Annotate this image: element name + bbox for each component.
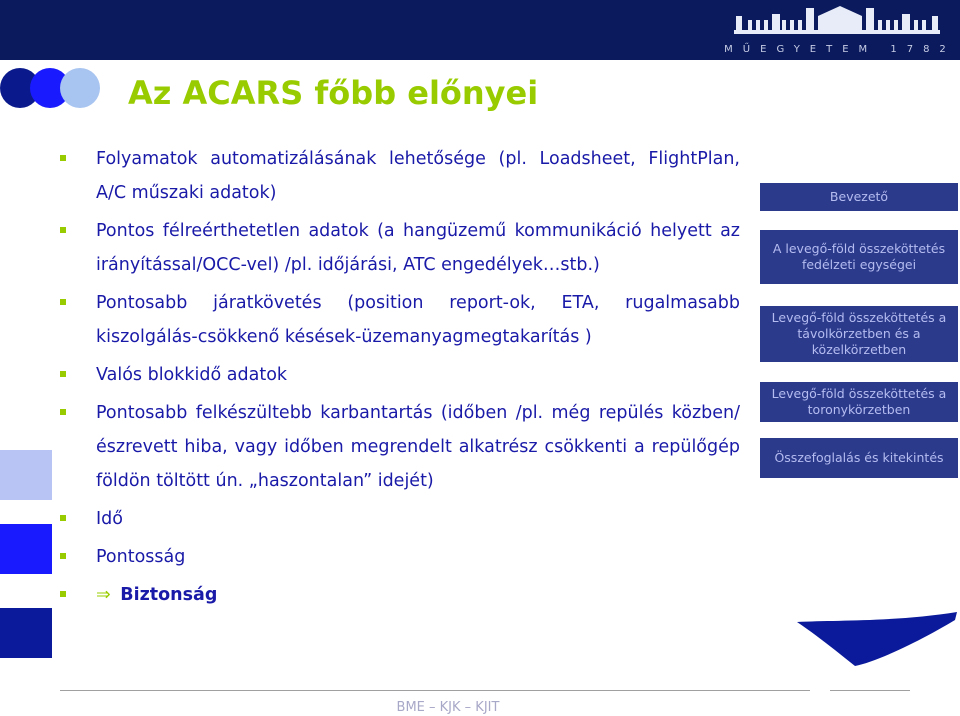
nav-item-label: Levegő-föld összeköttetés a toronykörzetben — [771, 386, 947, 417]
decor-block-light — [0, 450, 52, 500]
bullet-square-icon — [60, 227, 66, 233]
footer-text: BME – KJK – KJIT — [396, 700, 500, 715]
bullet-square-icon — [60, 155, 66, 161]
nav-item-osszefoglalas[interactable] — [760, 438, 958, 478]
footer-divider — [60, 690, 810, 691]
implies-arrow-icon: ⇒ — [96, 585, 111, 605]
bullet-text: Biztonság — [120, 585, 218, 605]
bullet-list — [60, 140, 740, 612]
slide-title: Az ACARS főbb előnyei — [128, 74, 539, 112]
nav-item-label: Levegő-föld összeköttetés a távolkörzetben és a közelkörzetben — [771, 310, 947, 357]
swoosh-decoration — [795, 610, 960, 670]
nav-item-bevezeto[interactable] — [760, 183, 958, 211]
logo-text: MŰEGYETEM 1782 — [724, 44, 956, 55]
bullet-square-icon — [60, 371, 66, 377]
bullet-text: Pontosság — [96, 547, 186, 567]
bullet-item — [60, 214, 740, 282]
bullet-item — [60, 578, 740, 612]
bullet-square-icon — [60, 591, 66, 597]
bullet-item — [60, 396, 740, 498]
bullet-square-icon — [60, 409, 66, 415]
bullet-item — [60, 540, 740, 574]
decor-block-dark — [0, 608, 52, 658]
bullet-item — [60, 142, 740, 210]
nav-item-label: Bevezető — [829, 189, 889, 204]
nav-item-label: A levegő-föld összeköttetés fedélzeti egységei — [772, 241, 946, 272]
decor-circle-light — [60, 68, 100, 108]
bullet-text: Idő — [96, 509, 123, 529]
decor-block-blue — [0, 524, 52, 574]
bullet-item — [60, 358, 740, 392]
bullet-square-icon — [60, 553, 66, 559]
bullet-text: Pontosabb felkészültebb karbantartás (időben /pl. még repülés közben/ észrevett hiba, vagy időben megrendelt alkatrész csökkenti a repülőgép földön töltött ún. „haszontalan” idejét) — [96, 403, 740, 491]
bullet-text: Pontos félreérthetetlen adatok (a hangüzemű kommunikáció helyett az irányítással/OCC-vel) /pl. időjárási, ATC engedélyek…stb.) — [96, 221, 740, 275]
bullet-square-icon — [60, 299, 66, 305]
nav-item-toronykorzet[interactable] — [760, 382, 958, 422]
bullet-text: Valós blokkidő adatok — [96, 365, 288, 385]
bullet-text: Pontosabb járatkövetés (position report-ok, ETA, rugalmasabb kiszolgálás-csökkenő késések-üzemanyagmegtakarítás ) — [96, 293, 740, 347]
bullet-square-icon — [60, 515, 66, 521]
bullet-text: Folyamatok automatizálásának lehetősége (pl. Loadsheet, FlightPlan, A/C műszaki adatok) — [96, 149, 740, 203]
footer-divider-short — [830, 690, 910, 691]
bullet-item — [60, 286, 740, 354]
nav-item-label: Összefoglalás és kitekintés — [774, 450, 944, 465]
nav-item-fedelzeti-egysegek[interactable] — [760, 230, 958, 284]
bullet-item — [60, 502, 740, 536]
nav-item-tavolkorzet[interactable] — [760, 306, 958, 362]
